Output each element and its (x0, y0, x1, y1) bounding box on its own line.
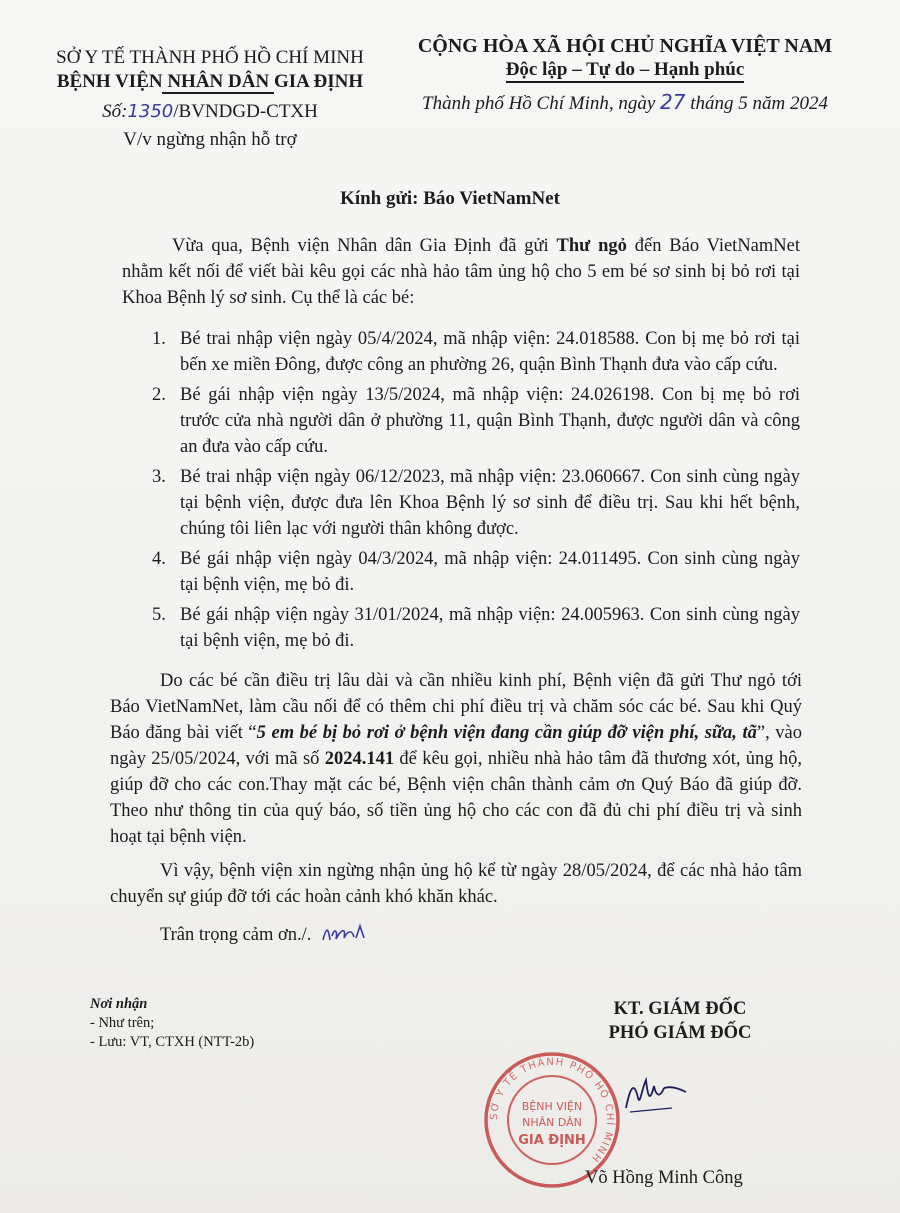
para2-text-2: ”, vào ngày 25/05/2024, với mã số (110, 723, 802, 769)
para2-text-3: để kêu gọi, nhiều nhà hảo tâm đã thương xót, ủng hộ, giúp đỡ cho các con.Thay mặt các bé, Bệnh viện chân thành cảm ơn Quý Báo đã giúp đỡ. Theo như thông tin của quý báo, số tiền ủng hộ cho các con đã đủ chi phí điều trị và sinh hoạt tại bệnh viện. (110, 749, 802, 847)
recipient-line: - Lưu: VT, CTXH (NTT-2b) (90, 1034, 255, 1050)
recipients-block (90, 995, 390, 1052)
signature-block (560, 997, 800, 1045)
list-item-number: 5. (152, 605, 166, 625)
signature-role-2: PHÓ GIÁM ĐỐC (608, 1023, 752, 1043)
reference-number (50, 100, 370, 124)
motto-underline (506, 81, 745, 83)
recipients-title: Nơi nhận (90, 996, 148, 1012)
list-item-text: Bé trai nhập viện ngày 06/12/2023, mã nhập viện: 23.060667. Con sinh cùng ngày tại bệnh viện, được đưa lên Khoa Bệnh lý sơ sinh để điều trị. Sau khi hết bệnh, chúng tôi liên lạc với người thân không được. (180, 467, 800, 539)
list-item-number: 3. (152, 467, 166, 487)
infant-list (152, 326, 800, 654)
list-item-number: 4. (152, 549, 166, 569)
right-header (410, 34, 840, 116)
initials-scribble (320, 922, 370, 944)
intro-text-2: đến Báo VietNamNet nhằm kết nối để viết bài kêu gọi các nhà hảo tâm ủng hộ cho 5 em bé sơ sinh bị bỏ rơi tại Khoa Bệnh lý sơ sinh. Cụ thể là các bé: (122, 236, 800, 308)
closing-text: Trân trọng cảm ơn./. (160, 925, 312, 945)
date-prefix: Thành phố Hồ Chí Minh, ngày (422, 93, 656, 114)
salutation: Kính gửi: Báo VietNamNet (340, 188, 560, 209)
ref-suffix: /BVNDGD-CTXH (173, 101, 318, 122)
article-title: 5 em bé bị bỏ rơi ở bệnh viện đang cần giúp đỡ viện phí, sữa, tã (256, 723, 757, 743)
motto-text: Độc lập – Tự do – Hạnh phúc (505, 59, 745, 80)
list-item (152, 382, 800, 460)
gratitude-paragraph (110, 668, 802, 850)
list-item-text: Bé trai nhập viện ngày 05/4/2024, mã nhập viện: 24.018588. Con bị mẹ bỏ rơi tại bến xe miền Đông, được công an phường 26, quận Bình Thạnh đưa vào cấp cứu. (180, 329, 800, 375)
list-item-text: Bé gái nhập viện ngày 13/5/2024, mã nhập viện: 24.026198. Con bị mẹ bỏ rơi trước cửa nhà người dân ở phường 11, quận Bình Thạnh, được người dân và công an đưa vào cấp cứu. (180, 385, 800, 457)
list-item (152, 602, 800, 654)
stamp-text-3: GIA ĐỊNH (518, 1133, 586, 1148)
hospital-name-text: BỆNH VIỆN NHÂN DÂN GIA ĐỊNH (56, 71, 364, 92)
list-item-text: Bé gái nhập viện ngày 04/3/2024, mã nhập viện: 24.011495. Con sinh cùng ngày tại bệnh viện, mẹ bỏ đi. (180, 549, 800, 595)
stop-paragraph: Vì vậy, bệnh viện xin ngừng nhận ủng hộ kể từ ngày 28/05/2024, để các nhà hảo tâm chuyển sự giúp đỡ tới các hoàn cảnh khó khăn khác. (110, 861, 802, 907)
list-item-text: Bé gái nhập viện ngày 31/01/2024, mã nhập viện: 24.005963. Con sinh cùng ngày tại bệnh viện, mẹ bỏ đi. (180, 605, 800, 651)
ref-handwritten: 1350 (127, 101, 174, 122)
list-item-number: 1. (152, 329, 166, 349)
national-motto (506, 58, 745, 82)
date-day-handwritten: 27 (660, 90, 686, 114)
closing-line (160, 922, 370, 948)
date-suffix: tháng 5 năm 2024 (690, 93, 828, 114)
list-item (152, 546, 800, 598)
handwritten-signature (620, 1068, 690, 1118)
hospital-underline (162, 92, 274, 94)
country-name: CỘNG HÒA XÃ HỘI CHỦ NGHĨA VIỆT NAM (417, 35, 833, 57)
list-item (152, 464, 800, 542)
intro-paragraph (122, 233, 800, 311)
recipient-line: - Như trên; (90, 1015, 155, 1031)
hospital-name (50, 70, 370, 94)
date-line (410, 90, 840, 116)
left-header (50, 46, 370, 152)
subject-line: V/v ngừng nhận hỗ trợ (123, 129, 297, 150)
stamp-text-2: NHÂN DÂN (522, 1116, 582, 1129)
stamp-ring-text: SỞ Y TẾ THÀNH PHỐ HỒ CHÍ MINH (488, 1056, 616, 1165)
list-item (152, 326, 800, 378)
ref-prefix: Số: (102, 101, 128, 122)
signature-role-1: KT. GIÁM ĐỐC (613, 999, 747, 1019)
department-name: SỞ Y TẾ THÀNH PHỐ HỒ CHÍ MINH (56, 47, 364, 68)
intro-bold: Thư ngỏ (556, 236, 627, 256)
list-item-number: 2. (152, 385, 166, 405)
para2-text-1: Do các bé cần điều trị lâu dài và cần nhiều kinh phí, Bệnh viện đã gửi Thư ngỏ tới Báo VietNamNet, làm cầu nối để có thêm chi phí điều trị và chăm sóc các bé. Sau khi Quý Báo đăng bài viết “ (110, 671, 802, 743)
intro-text-1: Vừa qua, Bệnh viện Nhân dân Gia Định đã gửi (172, 236, 557, 256)
signer-name: Võ Hồng Minh Công (585, 1168, 743, 1188)
stamp-text-1: BỆNH VIỆN (521, 1100, 583, 1113)
campaign-code: 2024.141 (324, 749, 395, 769)
